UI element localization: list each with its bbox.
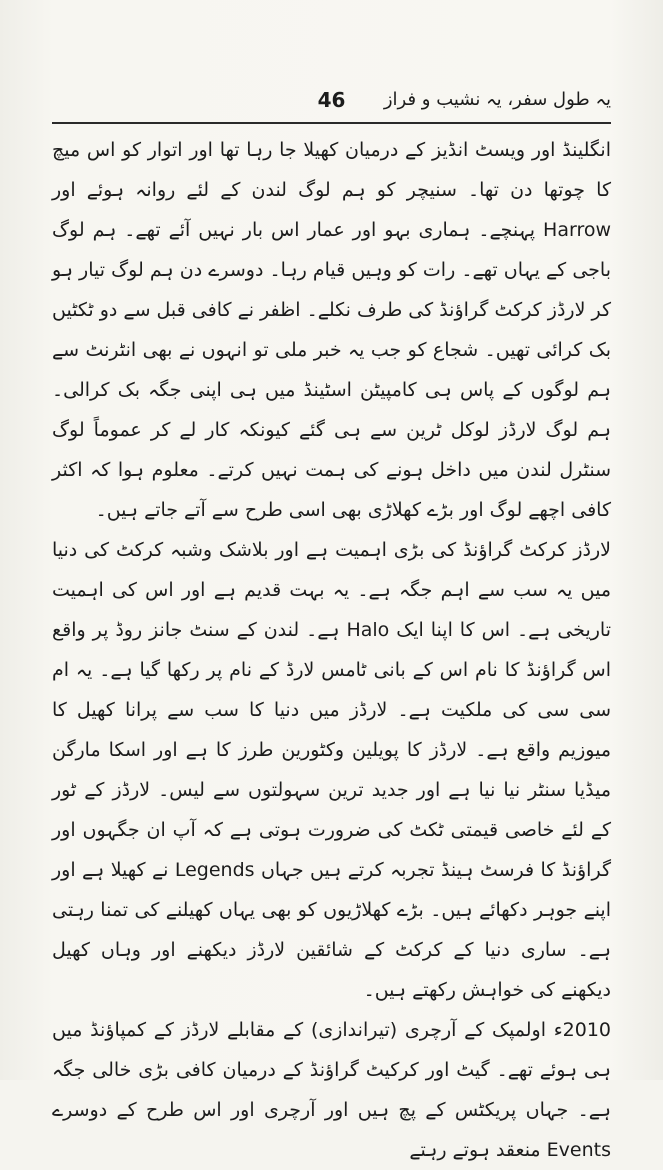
paragraph: انگلینڈ اور ویسٹ انڈیز کے درمیان کھیلا جا رہا تھا اور اتوار کو اس میچ کا چوتھا دن تھا۔ سنیچر کو ہم لوگ لندن کے لئے روانہ ہوئے اور Harrow پہنچے۔ ہماری بہو اور عمار اس بار نہیں آئے تھے۔ ہم لوگ باجی کے یہاں تھے۔ رات کو وہیں قیام رہا۔ دوسرے دن ہم لوگ تیار ہو کر لارڈز کرکٹ گراؤنڈ کی طرف نکلے۔ اظفر نے کافی قبل سے دو ٹکٹیں بک کرائی تھیں۔ شجاع کو جب یہ خبر ملی تو انہوں نے بھی انٹرنٹ سے ہم لوگوں کے پاس ہی کامپیٹن اسٹینڈ میں ہی اپنی جگہ بک کرالی۔ ہم لوگ لارڈز لوکل ٹرین سے ہی گئے کیونکہ کار لے کر عموماً لوگ سنٹرل لندن میں داخل ہونے کی ہمت نہیں کرتے۔ معلوم ہوا کہ اکثر کافی اچھے لوگ اور بڑے کھلاڑی بھی اسی طرح سے آتے جاتے ہیں۔ [52,139,611,521]
paragraph: 2010ء اولمپک کے آرچری (تیراندازی) کے مقابلے لارڈز کے کمپاؤنڈ میں ہی ہوئے تھے۔ گیٹ اور کرکیٹ گراؤنڈ کے درمیان کافی بڑی خالی جگہ ہے۔ جہاں پریکٹس کے پچ ہیں اور آرچری اور اس طرح کے دوسرے Events منعقد ہوتے رہتے [52,1019,611,1161]
page-body [52,130,611,1170]
paragraph: لارڈز کرکٹ گراؤنڈ کی بڑی اہمیت ہے اور بلاشک وشبہ کرکٹ کی دنیا میں یہ سب سے اہم جگہ ہے۔ یہ بہت قدیم ہے اور اس کی اہمیت تاریخی ہے۔ اس کا اپنا ایک Halo ہے۔ لندن کے سنٹ جانز روڈ پر واقع اس گراؤنڈ کا نام اس کے بانی ٹامس لارڈ کے نام پر رکھا گیا ہے۔ یہ ام سی سی کی ملکیت ہے۔ لارڈز میں دنیا کا سب سے پرانا کھیل کا میوزیم واقع ہے۔ لارڈز کا پویلین وکٹورین طرز کا ہے اور اسکا مارگن میڈیا سنٹر نیا نیا ہے اور جدید ترین سہولتوں سے لیس۔ لارڈز کے ٹور کے لئے خاصی قیمتی ٹکٹ کی ضرورت ہوتی ہے کہ آپ ان جگہوں اور گراؤنڈ کا فرسٹ ہینڈ تجربہ کرتے ہیں جہاں Legends نے کھیلا ہے اور اپنے جوہر دکھائے ہیں۔ بڑے کھلاڑیوں کو بھی یہاں کھیلنے کی تمنا رہتی ہے۔ ساری دنیا کے کرکٹ کے شائقین لارڈز دیکھنے اور وہاں کھیل دیکھنے کی خواہش رکھتے ہیں۔ [52,539,611,1001]
header-divider [52,122,611,124]
page-number: 46 [317,88,346,112]
page-header [52,86,611,122]
running-title: یہ طول سفر، یہ نشیب و فراز [383,89,611,110]
